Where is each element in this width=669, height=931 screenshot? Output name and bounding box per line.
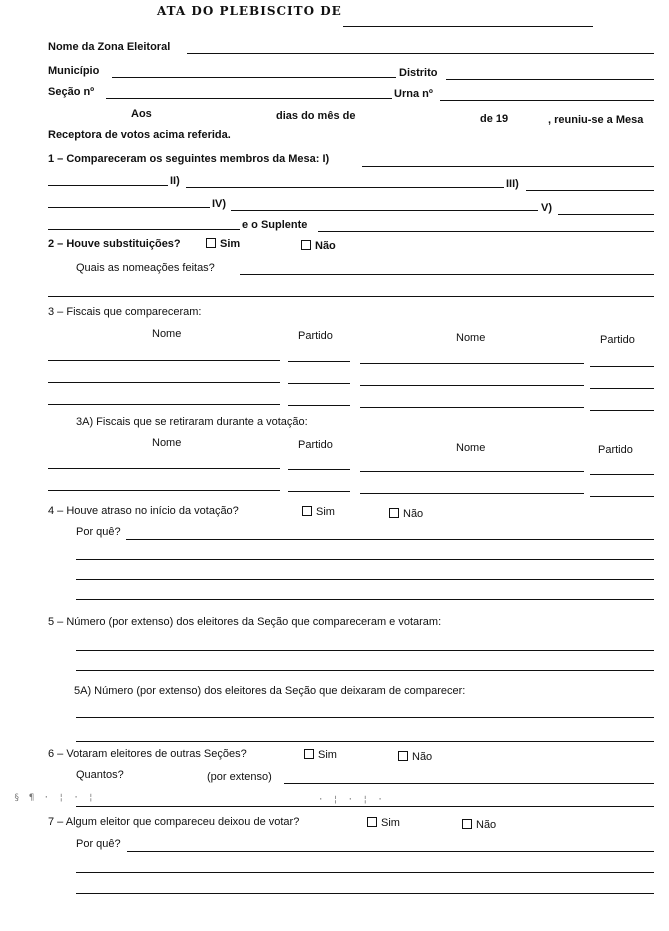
q7-nao-option[interactable] <box>462 819 496 832</box>
nomeacoes-field-2[interactable] <box>48 296 654 297</box>
q4-nao-option[interactable] <box>389 508 423 521</box>
fiscal-nome-field[interactable] <box>48 404 280 405</box>
q2-sim-checkbox[interactable] <box>206 238 216 248</box>
q4-sim-checkbox[interactable] <box>302 506 312 516</box>
intro-receptora: Receptora de votos acima referida. <box>48 129 231 141</box>
fiscal-partido-field[interactable] <box>590 366 654 367</box>
nomeacoes-label: Quais as nomeações feitas? <box>76 262 215 274</box>
intro-dias: dias do mês de <box>276 110 356 122</box>
q3a-nome-header-1: Nome <box>152 437 182 449</box>
q4-sim-option[interactable] <box>302 506 335 519</box>
fiscal-retirado-partido-field[interactable] <box>288 491 350 492</box>
q5a-field-2[interactable] <box>76 741 654 742</box>
q3a-nome-header-2: Nome <box>456 442 486 454</box>
q3-nome-header-2: Nome <box>456 332 486 344</box>
fiscal-nome-field[interactable] <box>360 407 584 408</box>
secao-field[interactable] <box>106 98 392 99</box>
q4-reason-field-2[interactable] <box>76 559 654 560</box>
fiscal-partido-field[interactable] <box>590 388 654 389</box>
member-v-cont-field[interactable] <box>48 229 240 230</box>
q5a-label: 5A) Número (por extenso) dos eleitores da Seção que deixaram de comparecer: <box>74 685 466 697</box>
q7-nao-checkbox[interactable] <box>462 819 472 829</box>
fiscal-retirado-partido-field[interactable] <box>590 474 654 475</box>
q3-partido-header-1: Partido <box>298 330 333 342</box>
member-i-field[interactable] <box>362 166 654 167</box>
q5-label: 5 – Número (por extenso) dos eleitores da Seção que compareceram e votaram: <box>48 616 442 628</box>
q7-sim-option[interactable] <box>367 817 400 830</box>
q2-sim-text: Sim <box>220 238 241 250</box>
member-ii-field[interactable] <box>186 187 504 188</box>
q7-nao-text: Não <box>476 819 497 831</box>
q6-extenso-label: (por extenso) <box>207 771 272 783</box>
fiscal-partido-field[interactable] <box>288 361 350 362</box>
q6-sim-checkbox[interactable] <box>304 749 314 759</box>
q6-label: 6 – Votaram eleitores de outras Seções? <box>48 748 247 760</box>
q4-nao-checkbox[interactable] <box>389 508 399 518</box>
q6-sim-text: Sim <box>318 749 337 761</box>
fiscal-nome-field[interactable] <box>360 363 584 364</box>
member-iii-cont-field[interactable] <box>48 207 210 208</box>
q4-reason-field[interactable] <box>126 539 654 540</box>
q7-sim-checkbox[interactable] <box>367 817 377 827</box>
member-iii-label: III) <box>506 178 519 190</box>
q3-partido-header-2: Partido <box>600 334 635 346</box>
member-iii-field[interactable] <box>526 190 654 191</box>
q5a-field-1[interactable] <box>76 717 654 718</box>
distrito-field[interactable] <box>446 79 654 80</box>
q6-quantos-field[interactable] <box>284 783 654 784</box>
suplente-field[interactable] <box>318 231 654 232</box>
municipio-label: Município <box>48 65 100 77</box>
q7-reason-field-2[interactable] <box>76 872 654 873</box>
nomeacoes-field[interactable] <box>240 274 654 275</box>
q1-label: 1 – Compareceram os seguintes membros da Mesa: I) <box>48 153 330 165</box>
fiscal-retirado-nome-field[interactable] <box>360 493 584 494</box>
urna-field[interactable] <box>440 100 654 101</box>
q3a-label: 3A) Fiscais que se retiraram durante a votação: <box>76 416 308 428</box>
member-iv-label: IV) <box>212 198 227 210</box>
q4-reason-field-3[interactable] <box>76 579 654 580</box>
q4-reason-field-4[interactable] <box>76 599 654 600</box>
q3-nome-header-1: Nome <box>152 328 182 340</box>
q5-field-2[interactable] <box>76 670 654 671</box>
scan-bleed-mark: · ¦ · ¦ · <box>318 795 385 805</box>
q4-sim-text: Sim <box>316 506 335 518</box>
fiscal-nome-field[interactable] <box>48 360 280 361</box>
municipio-field[interactable] <box>112 77 396 78</box>
fiscal-partido-field[interactable] <box>590 410 654 411</box>
zona-field[interactable] <box>187 53 654 54</box>
member-v-label: V) <box>541 202 552 214</box>
member-i-cont-field[interactable] <box>48 185 168 186</box>
q6-sim-option[interactable] <box>304 749 337 762</box>
q7-reason-field[interactable] <box>127 851 654 852</box>
q3a-partido-header-1: Partido <box>298 439 333 451</box>
intro-de19: de 19 <box>480 113 509 125</box>
q2-sim-option[interactable] <box>206 238 240 251</box>
plebiscite-name-line[interactable] <box>343 26 593 27</box>
q4-label: 4 – Houve atraso no início da votação? <box>48 505 239 517</box>
fiscal-retirado-partido-field[interactable] <box>590 496 654 497</box>
q5-field-1[interactable] <box>76 650 654 651</box>
intro-reuniu: , reuniu-se a Mesa <box>548 114 644 126</box>
member-iv-field[interactable] <box>231 210 538 211</box>
q4-porque-label: Por quê? <box>76 526 121 538</box>
q2-nao-checkbox[interactable] <box>301 240 311 250</box>
secao-label: Seção nº <box>48 86 95 98</box>
fiscal-retirado-partido-field[interactable] <box>288 469 350 470</box>
fiscal-retirado-nome-field[interactable] <box>48 468 280 469</box>
q2-nao-option[interactable] <box>301 240 336 253</box>
q6-quantos-label: Quantos? <box>76 769 124 781</box>
q2-label: 2 – Houve substituições? <box>48 238 181 250</box>
zona-label: Nome da Zona Eleitoral <box>48 41 171 53</box>
q7-label: 7 – Algum eleitor que compareceu deixou de votar? <box>48 816 300 828</box>
q2-nao-text: Não <box>315 240 336 252</box>
form-title: ATA DO PLEBISCITO DE <box>157 4 342 18</box>
urna-label: Urna nº <box>394 88 433 100</box>
q4-nao-text: Não <box>403 508 424 520</box>
intro-aos: Aos <box>131 108 152 120</box>
member-ii-label: II) <box>170 175 180 187</box>
distrito-label: Distrito <box>399 67 438 79</box>
fiscal-retirado-nome-field[interactable] <box>360 471 584 472</box>
fiscal-partido-field[interactable] <box>288 383 350 384</box>
fiscal-partido-field[interactable] <box>288 405 350 406</box>
q7-porque-label: Por quê? <box>76 838 121 850</box>
q6-nao-checkbox[interactable] <box>398 751 408 761</box>
scan-bleed-mark: § ¶ · ¦ · ¦ <box>14 793 96 803</box>
q7-reason-field-3[interactable] <box>76 893 654 894</box>
q6-quantos-field-2[interactable] <box>76 806 654 807</box>
member-v-field[interactable] <box>558 214 654 215</box>
suplente-label: e o Suplente <box>242 219 308 231</box>
q6-nao-text: Não <box>412 751 433 763</box>
q3a-partido-header-2: Partido <box>598 444 633 456</box>
q7-sim-text: Sim <box>381 817 400 829</box>
fiscal-retirado-nome-field[interactable] <box>48 490 280 491</box>
q3-label: 3 – Fiscais que compareceram: <box>48 306 202 318</box>
q6-nao-option[interactable] <box>398 751 432 764</box>
fiscal-nome-field[interactable] <box>48 382 280 383</box>
fiscal-nome-field[interactable] <box>360 385 584 386</box>
